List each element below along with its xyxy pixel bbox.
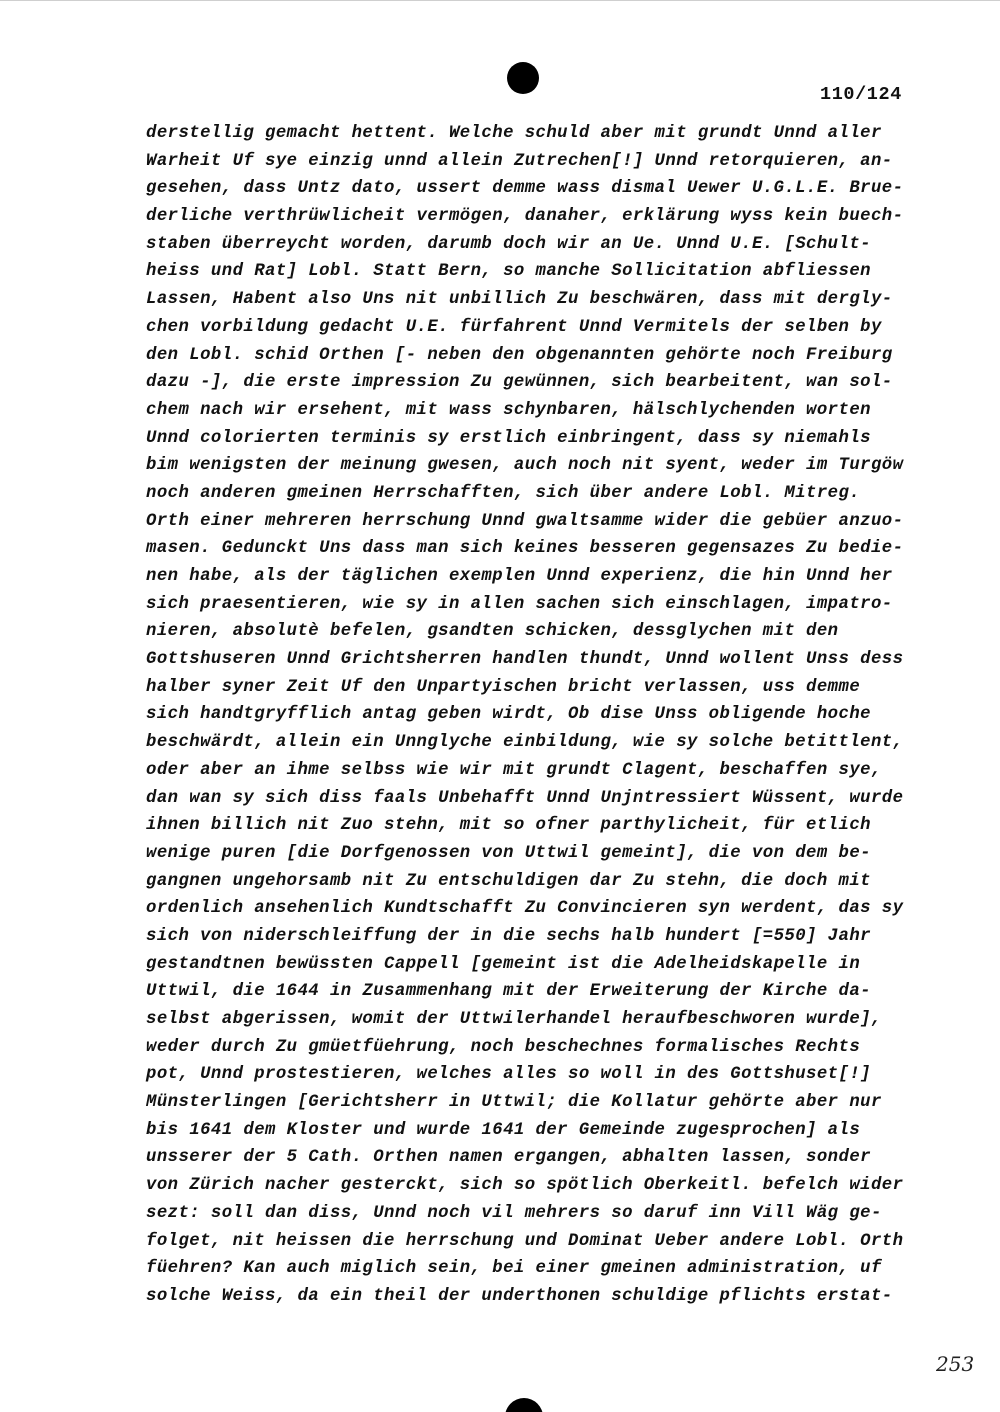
text-line: Lassen, Habent also Uns nit unbillich Zu beschwären, dass mit dergly- [146,290,893,310]
text-line: nen habe, als der täglichen exemplen Unnd experienz, die hin Unnd her [146,567,893,586]
text-line: selbst abgerissen, womit der Uttwilerhandel heraufbeschworen wurde], [146,1010,882,1029]
text-line: wenige puren [die Dorfgenossen von Uttwil gemeint], die von dem be- [146,843,871,863]
text-line: nieren, absolutè befelen, gsandten schicken, dessglychen mit den [146,622,839,642]
text-line: folget, nit heissen die herrschung und Dominat Ueber andere Lobl. Orth [146,1231,904,1251]
text-line: sich praesentieren, wie sy in allen sachen sich einschlagen, impatro- [146,594,893,614]
punch-hole-bottom [505,1398,543,1412]
text-line: staben überreycht worden, darumb doch wir an Ue. Unnd U.E. [Schult- [146,234,871,254]
text-line: Warheit Uf sye einzig unnd allein Zutrechen[!] Unnd retorquieren, an- [146,151,893,171]
page-number: 110/124 [820,84,902,105]
text-line: füehren? Kan auch miglich sein, bei einer gmeinen administration, uf [146,1259,882,1279]
text-line: chen vorbildung gedacht U.E. fürfahrent Unnd Vermitels der selben by [146,317,882,337]
text-line: dan wan sy sich diss faals Unbehafft Unnd Unjntressiert Wüssent, wurde [146,788,904,808]
text-line: Gottshuseren Unnd Grichtsherren handlen thundt, Unnd wollent Unss dess [146,650,904,670]
text-line: gesehen, dass Untz dato, ussert demme wass dismal Uewer U.G.L.E. Brue- [146,179,904,199]
text-line: sich von niderschleiffung der in die sechs halb hundert [=550] Jahr [146,926,871,946]
text-line: sich handtgryfflich antag geben wirdt, Ob dise Unss obligende hoche [146,705,871,725]
scan-top-edge [0,0,1000,1]
punch-hole-top [507,62,539,94]
text-line: Unnd colorierten terminis sy erstlich einbringent, dass sy niemahls [146,428,871,448]
text-line: derstellig gemacht hettent. Welche schuld aber mit grundt Unnd aller [146,124,882,143]
text-line: masen. Gedunckt Uns dass man sich keines besseren gegensazes Zu bedie- [146,539,904,559]
text-line: dazu -], die erste impression Zu gewünnen, sich bearbeitent, wan sol- [146,373,893,393]
handwritten-folio-mark: 253 [936,1352,975,1376]
text-line: chem nach wir ersehent, mit wass schynbaren, hälschlychenden worten [146,400,871,420]
text-line: solche Weiss, da ein theil der underthonen schuldige pflichts erstat- [146,1286,893,1306]
text-line: pot, Unnd prostestieren, welches alles so woll in des Gottshuset[!] [146,1065,871,1085]
text-line: unsserer der 5 Cath. Orthen namen ergangen, abhalten lassen, sonder [146,1148,871,1168]
text-line: derliche verthrüwlicheit vermögen, danaher, erklärung wyss kein buech- [146,207,904,227]
text-line: gangnen ungehorsamb nit Zu entschuldigen dar Zu stehn, die doch mit [146,871,871,891]
text-line: oder aber an ihme selbss wie wir mit grundt Clagent, beschaffen sye, [146,760,882,780]
text-line: beschwärdt, allein ein Unnglyche einbildung, wie sy solche betittlent, [146,733,904,753]
text-line: weder durch Zu gmüetfüehrung, noch beschechnes formalisches Rechts [146,1037,861,1057]
text-line: heiss und Rat] Lobl. Statt Bern, so manche Sollicitation abfliessen [146,262,871,282]
text-line: Orth einer mehreren herrschung Unnd gwaltsamme wider die gebüer anzuo- [146,511,904,531]
text-line: ordenlich ansehenlich Kundtschafft Zu Convincieren syn werdent, das sy [146,899,904,919]
text-line: gestandtnen bewüssten Cappell [gemeint ist die Adelheidskapelle in [146,954,861,974]
text-line: halber syner Zeit Uf den Unpartyischen bricht verlassen, uss demme [146,677,861,697]
text-line: Uttwil, die 1644 in Zusammenhang mit der Erweiterung der Kirche da- [146,982,871,1002]
text-line: bis 1641 dem Kloster und wurde 1641 der Gemeinde zugesprochen] als [146,1120,861,1140]
text-line: von Zürich nacher gesterckt, sich so spötlich Oberkeitl. befelch wider [146,1176,904,1196]
text-line: noch anderen gmeinen Herrschafften, sich über andere Lobl. Mitreg. [146,483,861,503]
text-line: sezt: soll dan diss, Unnd noch vil mehrers so daruf inn Vill Wäg ge- [146,1203,882,1223]
text-line: ihnen billich nit Zuo stehn, mit so ofner parthylicheit, für etlich [146,816,871,836]
body-text [146,120,903,1311]
text-line: den Lobl. schid Orthen [- neben den obgenannten gehörte noch Freiburg [146,345,893,365]
text-line: bim wenigsten der meinung gwesen, auch noch nit syent, weder im Turgöw [146,456,904,476]
text-line: Münsterlingen [Gerichtsherr in Uttwil; die Kollatur gehörte aber nur [146,1093,882,1113]
